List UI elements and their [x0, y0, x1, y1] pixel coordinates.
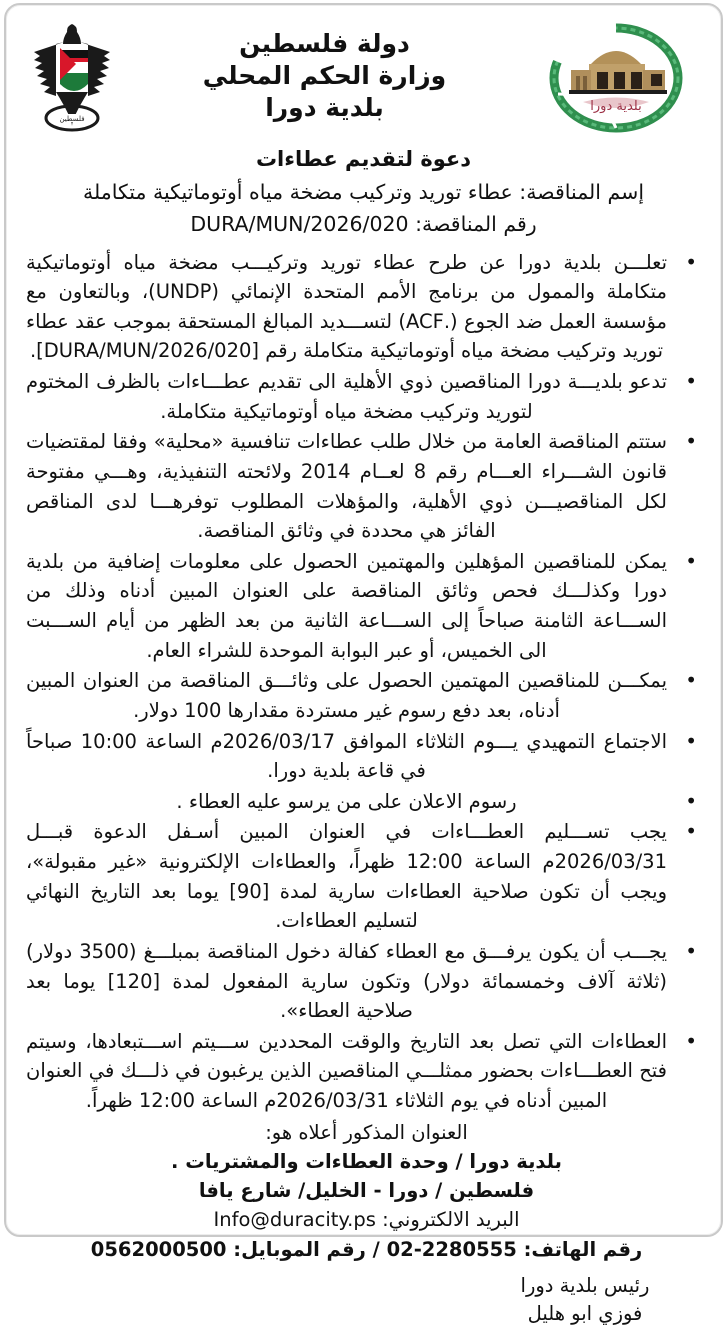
clause-item: • العطاءات التي تصل بعد التاريخ والوقت المحددين ســـيتم اســـتبعادها، وسيتم فتح العطـــاءات بحضور ممثلـــي المناقصين الذين يرغبون في ذلـــك في العنوان المبين أدناه في يوم الثلاثاء 2026/03/31م الساعة 12:00 ظهراً. — [26, 1027, 671, 1116]
phone-row — [28, 1235, 705, 1264]
phone-label: رقم الهاتف: — [523, 1237, 643, 1261]
notice-heading: دعوة لتقديم عطاءات — [255, 147, 472, 171]
address-line-2: فلسطين / دورا - الخليل/ شارع يافا — [198, 1179, 535, 1203]
tender-number-line — [22, 209, 705, 240]
palestine-eagle-emblem — [26, 18, 118, 136]
clause-item: • رسوم الاعلان على من يرسو عليه العطاء . — [26, 787, 671, 817]
mobile-label: رقم الموبايل: — [233, 1237, 366, 1261]
phone-separator: / — [372, 1237, 380, 1261]
phone-value: 02-2280555 — [386, 1237, 517, 1261]
document-frame — [4, 3, 723, 1326]
clause-item: • يمكـــن للمناقصين المهتمين الحصول على وثائـــق المناقصة من العنوان المبين أدناه، بعد دفع رسوم غير مستردة مقدارها 100 دولار. — [26, 666, 671, 725]
clause-item: • يمكن للمناقصين المؤهلين والمهتمين الحصول على معلومات إضافية من بلدية دورا وكذلـــك فحص وثائق المناقصة على العنوان المبين أدناه وذلك من الســـاعة الثامنة صباحاً إلى الســـاعة الثانية من بعد الظهر من أيام الســـبت الى الخميس، أو عبر البوابة الموحدة للشراء العام. — [26, 547, 671, 666]
document-header — [22, 13, 705, 141]
header-titles — [118, 28, 531, 126]
email-row — [28, 1205, 705, 1234]
address-intro: العنوان المذكور أعلاه هو: — [265, 1120, 468, 1144]
clause-item: • الاجتماع التمهيدي يـــوم الثلاثاء الموافق 2026/03/17م الساعة 10:00 صباحاً في قاعة بلدية دورا. — [26, 727, 671, 786]
svg-text:بلدية دورا: بلدية دورا — [590, 99, 642, 114]
email-label: البريد الالكتروني: — [382, 1208, 520, 1232]
tender-name-line: إسم المناقصة: عطاء توريد وتركيب مضخة مياه أوتوماتيكية متكاملة — [82, 180, 645, 204]
clause-list — [22, 248, 705, 1116]
signature-role: رئيس بلدية دورا — [520, 1273, 650, 1297]
ministry-title: وزارة الحكم المحلي — [202, 61, 447, 90]
tender-number-label: رقم المناقصة: — [415, 211, 537, 236]
tender-number-value: DURA/MUN/2026/020 — [190, 211, 409, 236]
clause-item: • يجب تســـليم العطـــاءات في العنوان المبين أسـفل الدعوة قبـــل 2026/03/31م الساعة 12:00 ظهراً، والعطاءات الإلكترونية «غير مقبولة»، ويجب أن تكون صلاحية العطاءات سارية لمدة [90] يوما بعد التاريخ النهائي لتسليم العطاءات. — [26, 817, 671, 936]
clause-item: • يجـــب أن يكون يرفـــق مع العطاء كفالة دخول المناقصة بمبلـــغ (3500 دولار)(ثلاثة آلاف وخمسمائة دولار) وتكون سارية المفعول لمدة [120] يوما بعد صلاحية العطاء». — [26, 937, 671, 1026]
signature-name: فوزي ابو هليل — [527, 1302, 643, 1326]
state-title: دولة فلسطين — [239, 29, 410, 58]
clause-item: • ستتم المناقصة العامة من خلال طلب عطاءات تنافسية «محلية» وفقا لمقتضيات قانون الشـــراء العـــام رقم 8 لعــام 2014 ولائحته التنفيذية، وهـــي مفتوحة لكل المناقصيـــن ذوي الأهلية، والمؤهلات المطلوب توفرهـــا لدى المناقص الفائز هي محددة في وثائق المناقصة. — [26, 427, 671, 546]
clause-item: • تدعو بلديـــة دورا المناقصين ذوي الأهلية الى تقديم عطـــاءات بالظرف المختوم لتوريد وتركيب مضخة مياه أوتوماتيكية متكاملة. — [26, 367, 671, 426]
dura-municipality-logo — [531, 18, 701, 136]
clause-item: • تعلـــن بلدية دورا عن طرح عطاء توريد وتركيـــب مضخة مياه أوتوماتيكية متكاملة والممول من برنامج الأمم المتحدة الإنمائي (UNDP)، وبالتعاون مع مؤسسة العمل ضد الجوع (.ACF) لتســـديد المبالغ المستحقة بموجب عقد عطاء توريد وتركيب مضخة مياه أوتوماتيكية متكاملة رقم [DURA/MUN/2026/020]. — [26, 248, 671, 367]
address-line-1: بلدية دورا / وحدة العطاءات والمشتريات . — [171, 1149, 562, 1173]
signature-block — [465, 1272, 705, 1328]
municipality-title: بلدية دورا — [265, 93, 384, 122]
address-block — [22, 1118, 705, 1264]
svg-text:فلسطين: فلسطين — [59, 115, 85, 123]
email-value[interactable]: Info@duracity.ps — [213, 1208, 376, 1232]
mobile-value: 0562000500 — [90, 1237, 227, 1261]
